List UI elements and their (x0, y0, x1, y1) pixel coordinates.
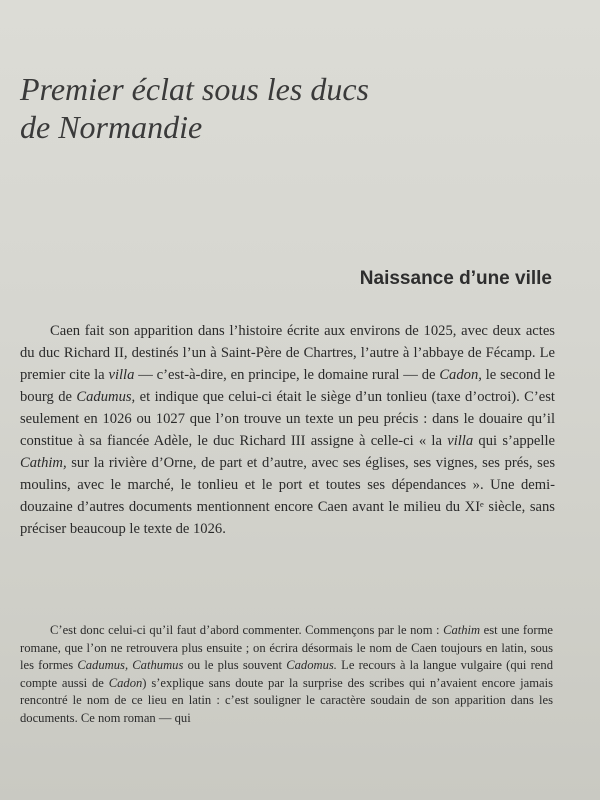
paragraph-2-text-5: ) s’explique sans doute par la surprise des scribes qui n’avaient encore jamais rencontré le nom de ce lieu en latin : c’est souligner le caractère soudain de son apparition dans les documents. Ce nom roman — qui (20, 675, 553, 725)
paragraph-1-text-4: et indique que celui-ci était le siège d’un tonlieu (taxe d’octroi). C’est seulement en 1026 ou 1027 que l’on trouve un texte un peu précis : dans le douaire qu’il constitue à sa fiancée Adèle, le duc Richard III assigne à celle-ci « la (20, 389, 555, 449)
paragraph-2-italic-2: Cadumus, Cathumus (77, 658, 184, 673)
paragraph-1-text-5: qui s’appelle (473, 433, 555, 449)
paragraph-2-text-1: C’est donc celui-ci qu’il faut d’abord commenter. Commençons par le nom : (50, 623, 444, 637)
chapter-title-line1: Premier éclat sous les ducs (20, 71, 369, 107)
paragraph-2-text-2: est une forme romane, que l’on ne retrouvera plus ensuite ; on écrira désormais le nom de Caen toujours en latin, sous les formes (20, 623, 553, 673)
paragraph-2-text-3: ou le plus souvent (183, 658, 287, 673)
paragraph-2 (20, 622, 553, 728)
paragraph-2-text-4: Le recours à la langue vulgaire (qui rend compte aussi de (20, 658, 553, 690)
paragraph-1-text-1: Caen fait son apparition dans l’histoire écrite aux environs de 1025, avec deux actes du duc Richard II, destinés l’un à Saint-Père de Chartres, l’autre à l’abbaye de Fécamp. Le premier cite la (20, 323, 555, 383)
paragraph-2-italic-3: Cadomus. (286, 658, 337, 673)
chapter-title (20, 70, 580, 146)
paragraph-1-text-6: sur la rivière d’Orne, de part et d’autre, avec ses églises, ses vignes, ses prés, ses moulins, avec le marché, le tonlieu et le port et toutes ses dépendances ». Une demi-douzaine d’autres documents mentionnent encore Caen avant le milieu du XIᵉ siècle, sans préciser beaucoup le texte de 1026. (20, 455, 555, 537)
paragraph-1-text-3: le second le bourg de (20, 367, 555, 405)
paragraph-2-italic-1: Cathim (443, 623, 481, 637)
chapter-title-line2: de Normandie (20, 109, 203, 145)
paragraph-1-italic-1: villa (108, 367, 135, 383)
paragraph-1-italic-5: Cathim, (20, 455, 67, 471)
paragraph-1 (20, 320, 555, 540)
paragraph-1-italic-4: villa (447, 433, 474, 449)
paragraph-1-italic-3: Cadumus, (76, 389, 136, 405)
paragraph-1-italic-2: Cadon, (439, 367, 482, 383)
paragraph-1-text-2: — c’est-à-dire, en principe, le domaine rural — de (134, 367, 440, 383)
paragraph-2-italic-4: Cadon (108, 675, 143, 690)
section-title: Naissance d’une ville (359, 268, 552, 289)
